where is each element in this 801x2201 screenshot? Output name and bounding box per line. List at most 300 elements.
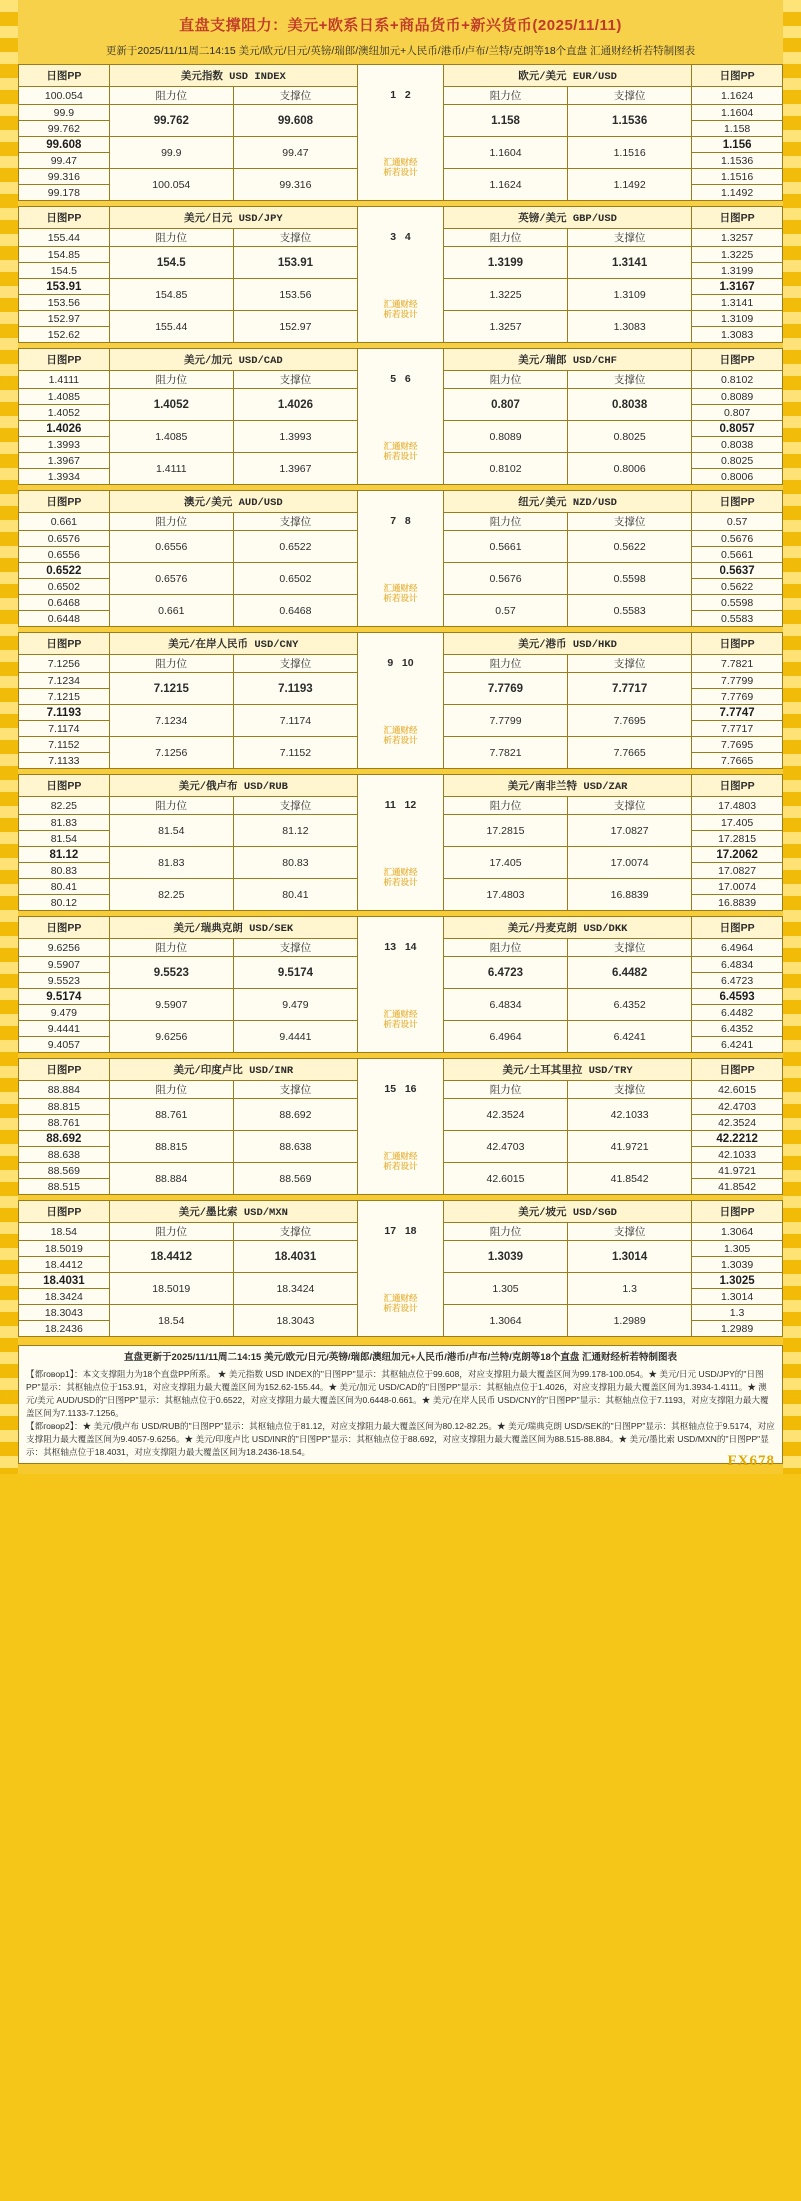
resistance-value-left: 1.4052 [109, 389, 233, 421]
axis-value-right: 1.1492 [692, 185, 783, 201]
resistance-value-right: 1.3039 [443, 1241, 567, 1273]
support-value-right: 1.3109 [568, 279, 692, 311]
axis-value-right: 6.4593 [692, 989, 783, 1005]
support-label-left: 支撑位 [233, 513, 357, 531]
resistance-value-left: 9.5907 [109, 989, 233, 1021]
support-label-right: 支撑位 [568, 87, 692, 105]
block-index: 1 2 汇通财经 析若设计 [358, 65, 444, 201]
axis-value-left: 0.6556 [19, 547, 110, 563]
support-value-left: 1.3993 [233, 421, 357, 453]
support-label-right: 支撑位 [568, 229, 692, 247]
support-value-right: 0.5598 [568, 563, 692, 595]
support-value-right: 7.7695 [568, 705, 692, 737]
pair-name-left: 美元/日元 USD/JPY [109, 207, 357, 229]
axis-value-left: 7.1133 [19, 753, 110, 769]
pivot-block [18, 1200, 783, 1337]
block-header-row [19, 65, 783, 87]
axis-value-left: 88.761 [19, 1115, 110, 1131]
support-value-right: 0.8006 [568, 453, 692, 485]
axis-value-left: 7.1152 [19, 737, 110, 753]
axis-value-right: 1.1604 [692, 105, 783, 121]
axis-value-right: 0.5583 [692, 611, 783, 627]
axis-value-left: 153.91 [19, 279, 110, 295]
watermark-text: 汇通财经 析若设计 [358, 868, 443, 888]
resistance-value-right: 7.7821 [443, 737, 567, 769]
axis-value-left: 9.5523 [19, 973, 110, 989]
axis-value-right: 7.7695 [692, 737, 783, 753]
block-index: 5 6 汇通财经 析若设计 [358, 349, 444, 485]
support-value-right: 0.8025 [568, 421, 692, 453]
axis-value-right: 17.0074 [692, 879, 783, 895]
axis-value-left: 99.9 [19, 105, 110, 121]
pivot-block [18, 1058, 783, 1195]
axis-value-right: 0.5598 [692, 595, 783, 611]
axis-header-right: 日图PP [692, 491, 783, 513]
pivot-blocks-container [18, 64, 783, 1337]
axis-value-left: 1.4085 [19, 389, 110, 405]
support-label-left: 支撑位 [233, 797, 357, 815]
axis-value-left: 0.6522 [19, 563, 110, 579]
support-label-right: 支撑位 [568, 513, 692, 531]
axis-value-right: 42.2212 [692, 1131, 783, 1147]
support-label-left: 支撑位 [233, 371, 357, 389]
resistance-value-left: 88.761 [109, 1099, 233, 1131]
axis-value-right: 1.2989 [692, 1321, 783, 1337]
axis-value-left: 81.12 [19, 847, 110, 863]
support-value-right: 1.1516 [568, 137, 692, 169]
page-title: 直盘支撑阻力：美元+欧系日系+商品货币+新兴货币(2025/11/11) [179, 17, 622, 34]
resistance-value-left: 99.762 [109, 105, 233, 137]
resistance-value-right: 0.8102 [443, 453, 567, 485]
resistance-value-left: 18.54 [109, 1305, 233, 1337]
resistance-label-left: 阻力位 [109, 797, 233, 815]
axis-value-left: 18.4031 [19, 1273, 110, 1289]
block-header-row [19, 491, 783, 513]
resistance-value-right: 1.1604 [443, 137, 567, 169]
axis-header-right: 日图PP [692, 65, 783, 87]
resistance-value-right: 42.3524 [443, 1099, 567, 1131]
resistance-value-right: 0.8089 [443, 421, 567, 453]
footer-note-1: 【都говор1】：本文支撑阻力为18个直盘PP所系。 ★ 美元指数 USD INDEX的"日图PP"显示：其枢轴点位于99.608，对应支撑阻力最大覆盖区间为99.178-100.054。★ 美元/日元 USD/JPY的"日图PP"显示：其枢轴点位于153.91，对应支撑阻力最大覆盖区间为152.62-155.44。★ 美元/加元 USD/CAD的"日图PP"显示：其枢轴点位于1.4026，对应支撑阻力最大覆盖区间为1.3934-1.4111。★ 澳元/美元 AUD/USD的"日图PP"显示：其枢轴点位于0.6522，对应支撑阻力最大覆盖区间为0.6448-0.661。★ 美元/在岸人民币 USD/CNY的"日图PP"显示：其枢轴点位于7.1193，对应支撑阻力最大覆盖区间为7.1133-7.1256。 [26, 1369, 769, 1418]
support-value-right: 0.8038 [568, 389, 692, 421]
resistance-label-left: 阻力位 [109, 655, 233, 673]
pair-name-right: 美元/南非兰特 USD/ZAR [443, 775, 691, 797]
support-value-right: 1.3 [568, 1273, 692, 1305]
pair-name-left: 美元/俄卢布 USD/RUB [109, 775, 357, 797]
axis-value-left: 99.178 [19, 185, 110, 201]
axis-value-left: 152.97 [19, 311, 110, 327]
pair-name-right: 美元/瑞郎 USD/CHF [443, 349, 691, 371]
support-label-left: 支撑位 [233, 87, 357, 105]
decorative-strip-left [0, 0, 18, 1474]
axis-value-right: 42.3524 [692, 1115, 783, 1131]
axis-value-left: 18.4412 [19, 1257, 110, 1273]
support-label-left: 支撑位 [233, 1081, 357, 1099]
axis-value-left: 80.12 [19, 895, 110, 911]
support-label-right: 支撑位 [568, 371, 692, 389]
pair-name-right: 纽元/美元 NZD/USD [443, 491, 691, 513]
support-value-left: 1.3967 [233, 453, 357, 485]
pair-name-right: 美元/港币 USD/HKD [443, 633, 691, 655]
axis-value-right: 17.405 [692, 815, 783, 831]
footer-heading: 直盘更新于2025/11/11周二14:15 美元/欧元/日元/英镑/瑞郎/澳纽加元+人民币/港币/卢布/兰特/克朗等18个直盘 汇通财经析若特制图表 [124, 1352, 677, 1363]
axis-value-left: 9.6256 [19, 939, 110, 957]
support-value-right: 1.1492 [568, 169, 692, 201]
axis-value-left: 154.5 [19, 263, 110, 279]
axis-value-right: 1.3257 [692, 229, 783, 247]
axis-value-right: 7.7799 [692, 673, 783, 689]
support-value-left: 0.6468 [233, 595, 357, 627]
support-value-left: 99.47 [233, 137, 357, 169]
axis-value-right: 1.3199 [692, 263, 783, 279]
support-value-left: 7.1174 [233, 705, 357, 737]
support-value-left: 88.638 [233, 1131, 357, 1163]
resistance-value-left: 18.5019 [109, 1273, 233, 1305]
watermark-text: 汇通财经 析若设计 [358, 1152, 443, 1172]
axis-value-right: 0.8006 [692, 469, 783, 485]
axis-value-right: 1.3039 [692, 1257, 783, 1273]
pair-name-left: 美元/印度卢比 USD/INR [109, 1059, 357, 1081]
support-value-left: 88.692 [233, 1099, 357, 1131]
block-index: 3 4 汇通财经 析若设计 [358, 207, 444, 343]
resistance-label-left: 阻力位 [109, 939, 233, 957]
axis-value-left: 88.884 [19, 1081, 110, 1099]
page-subtitle: 更新于2025/11/11周二14:15 美元/欧元/日元/英镑/瑞郎/澳纽加元+人民币/港币/卢布/兰特/克朗等18个直盘 汇通财经析若特制图表 [105, 45, 696, 57]
support-value-left: 153.56 [233, 279, 357, 311]
resistance-value-right: 0.5676 [443, 563, 567, 595]
watermark-text: 汇通财经 析若设计 [358, 300, 443, 320]
axis-value-right: 41.9721 [692, 1163, 783, 1179]
axis-value-right: 1.305 [692, 1241, 783, 1257]
axis-value-left: 80.83 [19, 863, 110, 879]
axis-value-right: 6.4834 [692, 957, 783, 973]
axis-value-right: 6.4723 [692, 973, 783, 989]
support-value-right: 1.3014 [568, 1241, 692, 1273]
support-value-right: 1.3141 [568, 247, 692, 279]
axis-value-left: 0.661 [19, 513, 110, 531]
axis-value-right: 6.4482 [692, 1005, 783, 1021]
pivot-block [18, 632, 783, 769]
resistance-value-right: 42.6015 [443, 1163, 567, 1195]
support-value-left: 81.12 [233, 815, 357, 847]
axis-value-left: 1.3967 [19, 453, 110, 469]
watermark-text: 汇通财经 析若设计 [358, 1294, 443, 1314]
resistance-value-left: 100.054 [109, 169, 233, 201]
axis-value-left: 0.6576 [19, 531, 110, 547]
axis-value-left: 7.1193 [19, 705, 110, 721]
support-label-right: 支撑位 [568, 655, 692, 673]
support-value-left: 9.4441 [233, 1021, 357, 1053]
axis-value-right: 7.7769 [692, 689, 783, 705]
resistance-value-right: 17.2815 [443, 815, 567, 847]
axis-value-right: 0.57 [692, 513, 783, 531]
support-value-left: 9.479 [233, 989, 357, 1021]
axis-value-left: 1.3993 [19, 437, 110, 453]
block-header-row [19, 349, 783, 371]
resistance-label-right: 阻力位 [443, 655, 567, 673]
resistance-value-right: 17.405 [443, 847, 567, 879]
axis-value-right: 1.3014 [692, 1289, 783, 1305]
axis-value-left: 99.316 [19, 169, 110, 185]
axis-value-right: 7.7821 [692, 655, 783, 673]
pair-name-right: 美元/坡元 USD/SGD [443, 1201, 691, 1223]
resistance-value-left: 0.6576 [109, 563, 233, 595]
support-value-right: 0.5622 [568, 531, 692, 563]
axis-value-right: 0.8038 [692, 437, 783, 453]
axis-value-right: 1.3083 [692, 327, 783, 343]
axis-header-left: 日图PP [19, 65, 110, 87]
axis-value-right: 0.807 [692, 405, 783, 421]
axis-value-left: 99.762 [19, 121, 110, 137]
axis-value-right: 42.1033 [692, 1147, 783, 1163]
axis-header-left: 日图PP [19, 633, 110, 655]
axis-header-left: 日图PP [19, 1059, 110, 1081]
axis-value-left: 88.692 [19, 1131, 110, 1147]
axis-header-right: 日图PP [692, 1059, 783, 1081]
axis-value-left: 81.54 [19, 831, 110, 847]
decorative-strip-right [783, 0, 801, 1474]
axis-header-left: 日图PP [19, 491, 110, 513]
axis-value-left: 88.638 [19, 1147, 110, 1163]
axis-header-left: 日图PP [19, 1201, 110, 1223]
axis-value-left: 18.3424 [19, 1289, 110, 1305]
axis-value-left: 88.815 [19, 1099, 110, 1115]
axis-value-left: 9.4057 [19, 1037, 110, 1053]
support-value-left: 1.4026 [233, 389, 357, 421]
axis-value-right: 0.8057 [692, 421, 783, 437]
block-index: 15 16 汇通财经 析若设计 [358, 1059, 444, 1195]
support-value-right: 42.1033 [568, 1099, 692, 1131]
watermark-text: 汇通财经 析若设计 [358, 726, 443, 746]
axis-value-left: 154.85 [19, 247, 110, 263]
axis-value-left: 80.41 [19, 879, 110, 895]
support-label-right: 支撑位 [568, 797, 692, 815]
resistance-value-right: 17.4803 [443, 879, 567, 911]
axis-value-left: 1.4111 [19, 371, 110, 389]
axis-header-left: 日图PP [19, 775, 110, 797]
support-label-right: 支撑位 [568, 1223, 692, 1241]
resistance-value-right: 6.4964 [443, 1021, 567, 1053]
support-value-left: 0.6502 [233, 563, 357, 595]
block-index: 9 10 汇通财经 析若设计 [358, 633, 444, 769]
support-value-right: 41.9721 [568, 1131, 692, 1163]
resistance-value-right: 6.4723 [443, 957, 567, 989]
axis-value-left: 152.62 [19, 327, 110, 343]
resistance-label-left: 阻力位 [109, 371, 233, 389]
axis-value-left: 18.2436 [19, 1321, 110, 1337]
resistance-value-left: 7.1256 [109, 737, 233, 769]
resistance-value-right: 6.4834 [443, 989, 567, 1021]
axis-value-right: 1.3225 [692, 247, 783, 263]
axis-value-right: 0.5676 [692, 531, 783, 547]
support-value-right: 16.8839 [568, 879, 692, 911]
support-value-right: 6.4352 [568, 989, 692, 1021]
axis-value-right: 1.1516 [692, 169, 783, 185]
support-value-right: 0.5583 [568, 595, 692, 627]
resistance-value-left: 88.815 [109, 1131, 233, 1163]
resistance-value-left: 18.4412 [109, 1241, 233, 1273]
axis-value-left: 9.4441 [19, 1021, 110, 1037]
axis-value-left: 88.515 [19, 1179, 110, 1195]
block-index: 13 14 汇通财经 析若设计 [358, 917, 444, 1053]
axis-value-right: 17.0827 [692, 863, 783, 879]
pair-name-right: 美元/丹麦克朗 USD/DKK [443, 917, 691, 939]
block-header-row [19, 1059, 783, 1081]
resistance-label-right: 阻力位 [443, 371, 567, 389]
resistance-value-left: 7.1234 [109, 705, 233, 737]
support-value-left: 88.569 [233, 1163, 357, 1195]
pair-name-right: 英镑/美元 GBP/USD [443, 207, 691, 229]
axis-value-left: 9.5907 [19, 957, 110, 973]
block-header-row [19, 917, 783, 939]
support-value-left: 7.1152 [233, 737, 357, 769]
block-header-row [19, 633, 783, 655]
block-header-row [19, 207, 783, 229]
axis-value-right: 42.4703 [692, 1099, 783, 1115]
axis-value-left: 99.47 [19, 153, 110, 169]
support-value-right: 17.0074 [568, 847, 692, 879]
resistance-value-right: 0.807 [443, 389, 567, 421]
axis-value-right: 1.1536 [692, 153, 783, 169]
resistance-value-left: 88.884 [109, 1163, 233, 1195]
axis-value-left: 0.6468 [19, 595, 110, 611]
axis-value-right: 1.3109 [692, 311, 783, 327]
support-value-left: 99.316 [233, 169, 357, 201]
support-value-right: 7.7717 [568, 673, 692, 705]
axis-header-right: 日图PP [692, 1201, 783, 1223]
watermark-text: 汇通财经 析若设计 [358, 584, 443, 604]
resistance-value-right: 42.4703 [443, 1131, 567, 1163]
resistance-label-left: 阻力位 [109, 87, 233, 105]
resistance-label-right: 阻力位 [443, 1223, 567, 1241]
pair-name-left: 美元/瑞典克朗 USD/SEK [109, 917, 357, 939]
support-value-left: 153.91 [233, 247, 357, 279]
axis-value-right: 6.4241 [692, 1037, 783, 1053]
resistance-value-right: 1.3199 [443, 247, 567, 279]
axis-value-left: 9.479 [19, 1005, 110, 1021]
resistance-value-left: 0.661 [109, 595, 233, 627]
axis-header-left: 日图PP [19, 349, 110, 371]
axis-value-left: 9.5174 [19, 989, 110, 1005]
axis-value-right: 1.3064 [692, 1223, 783, 1241]
resistance-label-left: 阻力位 [109, 1081, 233, 1099]
resistance-value-left: 1.4085 [109, 421, 233, 453]
site-logo: FX678 [727, 1453, 775, 1470]
support-value-left: 7.1193 [233, 673, 357, 705]
resistance-label-left: 阻力位 [109, 513, 233, 531]
axis-value-left: 155.44 [19, 229, 110, 247]
support-value-left: 18.3424 [233, 1273, 357, 1305]
support-label-left: 支撑位 [233, 939, 357, 957]
axis-value-right: 1.3141 [692, 295, 783, 311]
resistance-value-left: 9.5523 [109, 957, 233, 989]
footer-note-2: 【都говор2】：★ 美元/俄卢布 USD/RUB的"日图PP"显示：其枢轴点位于81.12，对应支撑阻力最大覆盖区间为80.12-82.25。★ 美元/瑞典克朗 USD/SEK的"日图PP"显示：其枢轴点位于9.5174，对应支撑阻力最大覆盖区间为9.4057-9.6256。★ 美元/印度卢比 USD/INR的"日图PP"显示：其枢轴点位于88.692，对应支撑阻力最大覆盖区间为88.515-88.884。★ 美元/墨比索 USD/MXN的"日图PP"显示：其枢轴点位于18.4031，对应支撑阻力最大覆盖区间为18.2436-18.54。 [26, 1420, 775, 1457]
pair-name-right: 欧元/美元 EUR/USD [443, 65, 691, 87]
axis-value-left: 1.4052 [19, 405, 110, 421]
pivot-block [18, 774, 783, 911]
axis-value-left: 0.6502 [19, 579, 110, 595]
resistance-value-left: 154.85 [109, 279, 233, 311]
resistance-value-right: 1.1624 [443, 169, 567, 201]
resistance-value-right: 0.5661 [443, 531, 567, 563]
resistance-label-right: 阻力位 [443, 939, 567, 957]
resistance-value-left: 9.6256 [109, 1021, 233, 1053]
resistance-value-left: 7.1215 [109, 673, 233, 705]
pair-name-left: 美元/墨比索 USD/MXN [109, 1201, 357, 1223]
axis-value-right: 41.8542 [692, 1179, 783, 1195]
support-value-right: 41.8542 [568, 1163, 692, 1195]
axis-value-left: 1.3934 [19, 469, 110, 485]
axis-header-right: 日图PP [692, 917, 783, 939]
block-header-row [19, 775, 783, 797]
pivot-block [18, 490, 783, 627]
axis-value-right: 0.5622 [692, 579, 783, 595]
axis-value-right: 7.7717 [692, 721, 783, 737]
support-value-right: 7.7665 [568, 737, 692, 769]
axis-value-right: 42.6015 [692, 1081, 783, 1099]
axis-value-right: 1.1624 [692, 87, 783, 105]
pivot-block [18, 916, 783, 1053]
support-value-left: 18.4031 [233, 1241, 357, 1273]
axis-value-right: 0.5637 [692, 563, 783, 579]
support-label-right: 支撑位 [568, 1081, 692, 1099]
resistance-value-left: 81.54 [109, 815, 233, 847]
support-value-left: 152.97 [233, 311, 357, 343]
resistance-value-right: 1.305 [443, 1273, 567, 1305]
resistance-value-right: 7.7799 [443, 705, 567, 737]
support-label-left: 支撑位 [233, 229, 357, 247]
resistance-value-left: 99.9 [109, 137, 233, 169]
support-label-right: 支撑位 [568, 939, 692, 957]
support-value-right: 1.3083 [568, 311, 692, 343]
watermark-text: 汇通财经 析若设计 [358, 158, 443, 178]
axis-value-left: 153.56 [19, 295, 110, 311]
axis-value-left: 7.1215 [19, 689, 110, 705]
axis-value-right: 1.3025 [692, 1273, 783, 1289]
support-value-right: 1.1536 [568, 105, 692, 137]
axis-value-left: 1.4026 [19, 421, 110, 437]
support-value-left: 80.83 [233, 847, 357, 879]
axis-value-right: 1.156 [692, 137, 783, 153]
axis-value-right: 0.8089 [692, 389, 783, 405]
pair-name-left: 澳元/美元 AUD/USD [109, 491, 357, 513]
axis-value-left: 88.569 [19, 1163, 110, 1179]
axis-value-right: 6.4964 [692, 939, 783, 957]
resistance-label-left: 阻力位 [109, 1223, 233, 1241]
axis-header-left: 日图PP [19, 917, 110, 939]
axis-value-left: 18.5019 [19, 1241, 110, 1257]
axis-value-right: 7.7665 [692, 753, 783, 769]
axis-value-right: 16.8839 [692, 895, 783, 911]
pair-name-left: 美元/在岸人民币 USD/CNY [109, 633, 357, 655]
support-value-left: 80.41 [233, 879, 357, 911]
resistance-value-left: 155.44 [109, 311, 233, 343]
axis-header-right: 日图PP [692, 775, 783, 797]
axis-value-right: 6.4352 [692, 1021, 783, 1037]
support-value-right: 17.0827 [568, 815, 692, 847]
resistance-value-left: 0.6556 [109, 531, 233, 563]
pair-name-left: 美元指数 USD INDEX [109, 65, 357, 87]
axis-value-right: 17.4803 [692, 797, 783, 815]
watermark-text: 汇通财经 析若设计 [358, 1010, 443, 1030]
support-value-right: 1.2989 [568, 1305, 692, 1337]
resistance-value-right: 1.3257 [443, 311, 567, 343]
axis-header-right: 日图PP [692, 633, 783, 655]
axis-value-right: 17.2815 [692, 831, 783, 847]
resistance-value-right: 0.57 [443, 595, 567, 627]
axis-header-left: 日图PP [19, 207, 110, 229]
resistance-value-right: 1.3225 [443, 279, 567, 311]
